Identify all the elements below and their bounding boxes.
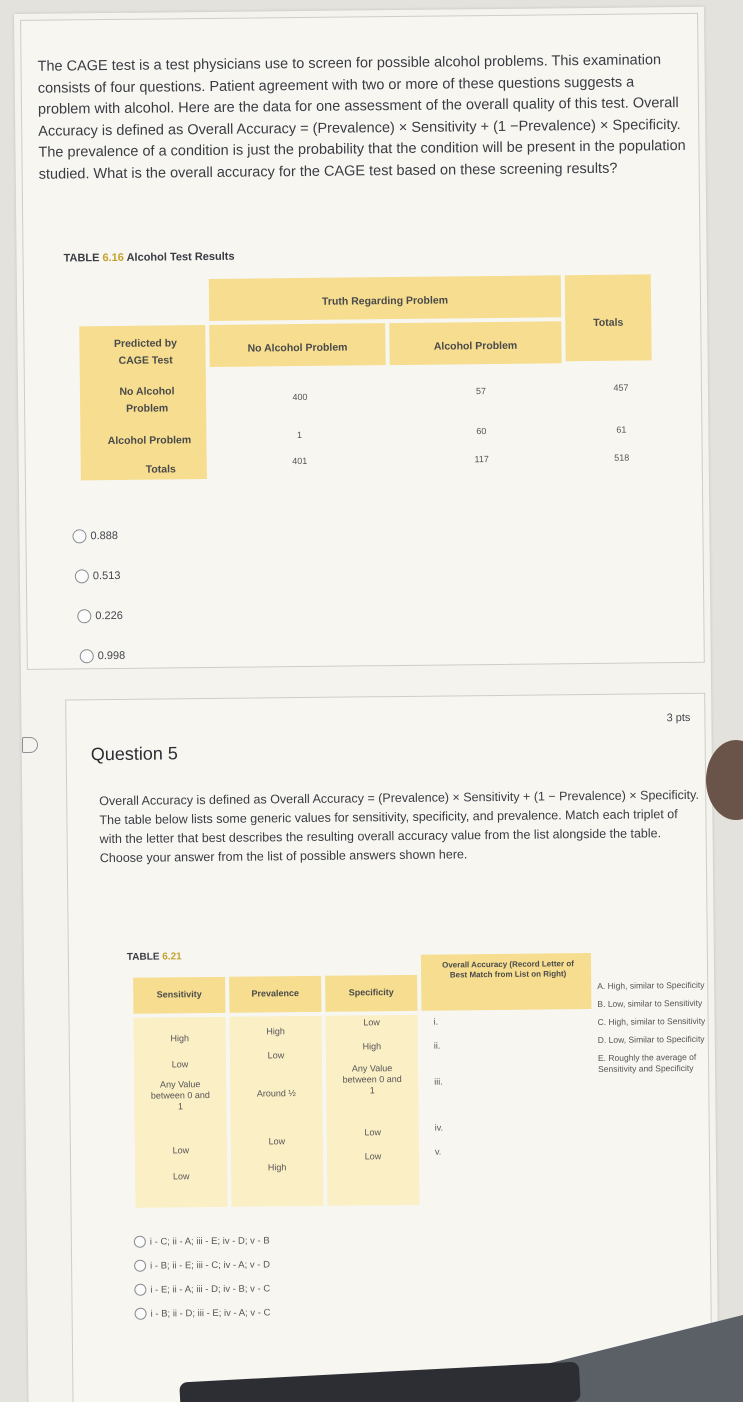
generic-values-table <box>133 953 596 1208</box>
radio-button[interactable] <box>80 649 94 663</box>
question-5-text: Overall Accuracy is defined as Overall Accuracy = (Prevalence) × Sensitivity + (1 − Prevalence) × Specificity. The table below lists some generic values for sensitivity, specificity, and prevalence. Match each triplet of with the letter that best describes the resulting overall accuracy value from the list alongside the table. Choose your answer from the list of possible answers shown here. <box>99 787 699 866</box>
row-1-prevalence: High <box>266 1026 285 1037</box>
answer-option[interactable] <box>75 556 125 597</box>
cell-no-alcohol-pred-yes: 1 <box>296 430 302 441</box>
answer-option[interactable] <box>77 596 125 636</box>
answer-option-label: i - E; ii - A; iii - D; iv - B; v - C <box>150 1282 271 1296</box>
radio-button[interactable] <box>134 1284 146 1296</box>
row-5-specificity: Low <box>364 1151 382 1162</box>
row-3-prevalence: Around ½ <box>256 1088 296 1099</box>
row-2-prevalence: Low <box>267 1050 285 1061</box>
answer-option[interactable] <box>134 1276 270 1301</box>
question-4-options <box>72 516 125 677</box>
legend-item: D. Low, Similar to Specificity <box>597 1033 705 1045</box>
row-3-sensitivity: Any Value between 0 and 1 <box>150 1079 210 1112</box>
cell-alcohol-pred-yes: 60 <box>476 426 487 437</box>
row-4-specificity: Low <box>364 1127 382 1138</box>
legend-item: A. High, similar to Specificity <box>597 979 705 991</box>
answer-option-label: i - B; ii - D; iii - E; iv - A; v - C <box>150 1306 271 1320</box>
radio-button[interactable] <box>77 609 91 623</box>
table-number: 6.21 <box>162 951 182 963</box>
table-name: Alcohol Test Results <box>126 250 235 264</box>
answer-option[interactable] <box>134 1228 270 1253</box>
cell-alcohol-pred-no: 57 <box>475 386 487 397</box>
radio-button[interactable] <box>135 1308 147 1320</box>
legend-item: E. Roughly the average of Sensitivity and Specificity <box>597 1051 697 1074</box>
row-1-specificity: Low <box>363 1017 380 1028</box>
page-sheet <box>14 7 719 1402</box>
answer-option-label: i - B; ii - E; iii - C; iv - A; v - D <box>150 1258 270 1272</box>
radio-button[interactable] <box>134 1236 146 1248</box>
row-2-sensitivity: Low <box>171 1059 189 1070</box>
legend-item: B. Low, similar to Sensitivity <box>597 997 703 1009</box>
row-label-totals: Totals <box>145 463 176 476</box>
answer-option[interactable] <box>80 636 126 676</box>
row-1-roman: i. <box>433 1016 439 1027</box>
col-alcohol-header: Alcohol Problem <box>433 339 518 353</box>
question-4-card <box>20 13 705 670</box>
row-3-specificity: Any Value between 0 and 1 <box>342 1063 402 1096</box>
question-title: Question 5 <box>90 743 178 765</box>
truth-header: Truth Regarding Problem <box>321 294 449 308</box>
flag-question-icon[interactable] <box>22 737 38 753</box>
row-label-no-alcohol: No Alcohol Problem <box>119 385 175 415</box>
question-5-card <box>65 693 712 1402</box>
row-5-roman: v. <box>434 1146 442 1157</box>
cell-no-alcohol-total: 401 <box>292 455 308 467</box>
row-5-prevalence: High <box>267 1162 287 1173</box>
alcohol-test-results-table <box>79 274 653 480</box>
row-4-sensitivity: Low <box>172 1145 190 1156</box>
header-overall-accuracy: Overall Accuracy (Record Letter of Best Match from List on Right) <box>442 959 574 980</box>
row-1-sensitivity: High <box>170 1033 190 1044</box>
answer-option[interactable] <box>72 516 124 557</box>
row-4-prevalence: Low <box>268 1136 286 1147</box>
answer-option-label: 0.226 <box>95 609 123 623</box>
answer-option[interactable] <box>134 1300 270 1325</box>
cell-grand-total: 518 <box>614 452 630 463</box>
table-6-16-title <box>64 251 235 265</box>
radio-button[interactable] <box>75 569 89 583</box>
col-no-alcohol-header: No Alcohol Problem <box>247 341 348 355</box>
radio-button[interactable] <box>134 1260 146 1272</box>
row-4-roman: iv. <box>434 1122 444 1133</box>
cell-total-pred-no: 457 <box>613 382 629 393</box>
row-label-alcohol: Alcohol Problem <box>107 434 192 448</box>
answer-option-label: 0.888 <box>90 529 119 543</box>
radio-button[interactable] <box>72 529 86 543</box>
answer-option-label: i - C; ii - A; iii - E; iv - D; v - B <box>149 1234 270 1248</box>
answer-legend <box>597 980 733 1082</box>
answer-option-label: 0.513 <box>92 569 121 583</box>
header-prevalence: Prevalence <box>251 988 300 999</box>
table-number: 6.16 <box>102 251 124 265</box>
question-points: 3 pts <box>666 711 691 725</box>
predicted-header: Predicted by CAGE Test <box>113 337 178 367</box>
answer-option-label: 0.998 <box>97 649 126 663</box>
question-5-options <box>134 1228 271 1325</box>
row-3-roman: iii. <box>434 1076 443 1087</box>
totals-header: Totals <box>593 316 624 329</box>
answer-option[interactable] <box>134 1252 270 1277</box>
cell-no-alcohol-pred-no: 400 <box>292 391 308 403</box>
cell-total-pred-yes: 61 <box>616 424 627 435</box>
row-5-sensitivity: Low <box>172 1171 190 1182</box>
table-label: TABLE <box>126 951 160 963</box>
legend-item: C. High, similar to Sensitivity <box>597 1015 706 1027</box>
cell-alcohol-total: 117 <box>474 454 489 465</box>
table-label: TABLE <box>63 252 100 265</box>
row-2-specificity: High <box>362 1041 382 1052</box>
row-2-roman: ii. <box>433 1040 441 1051</box>
header-specificity: Specificity <box>348 987 394 998</box>
question-4-text: The CAGE test is a test physicians use to screen for possible alcohol problems. This examination consists of four questions. Patient agreement with two or more of these questions suggests a problem with alcohol. Here are the data for one assessment of the overall quality of this test. Overall Accuracy is defined as Overall Accuracy = (Prevalence) × Sensitivity + (1 −Prevalence) × Specificity. The prevalence of a condition is just the probability that the condition will be present in the population studied. What is the overall accuracy for the CAGE test based on these screening results? <box>37 52 686 183</box>
header-sensitivity: Sensitivity <box>156 989 202 1000</box>
